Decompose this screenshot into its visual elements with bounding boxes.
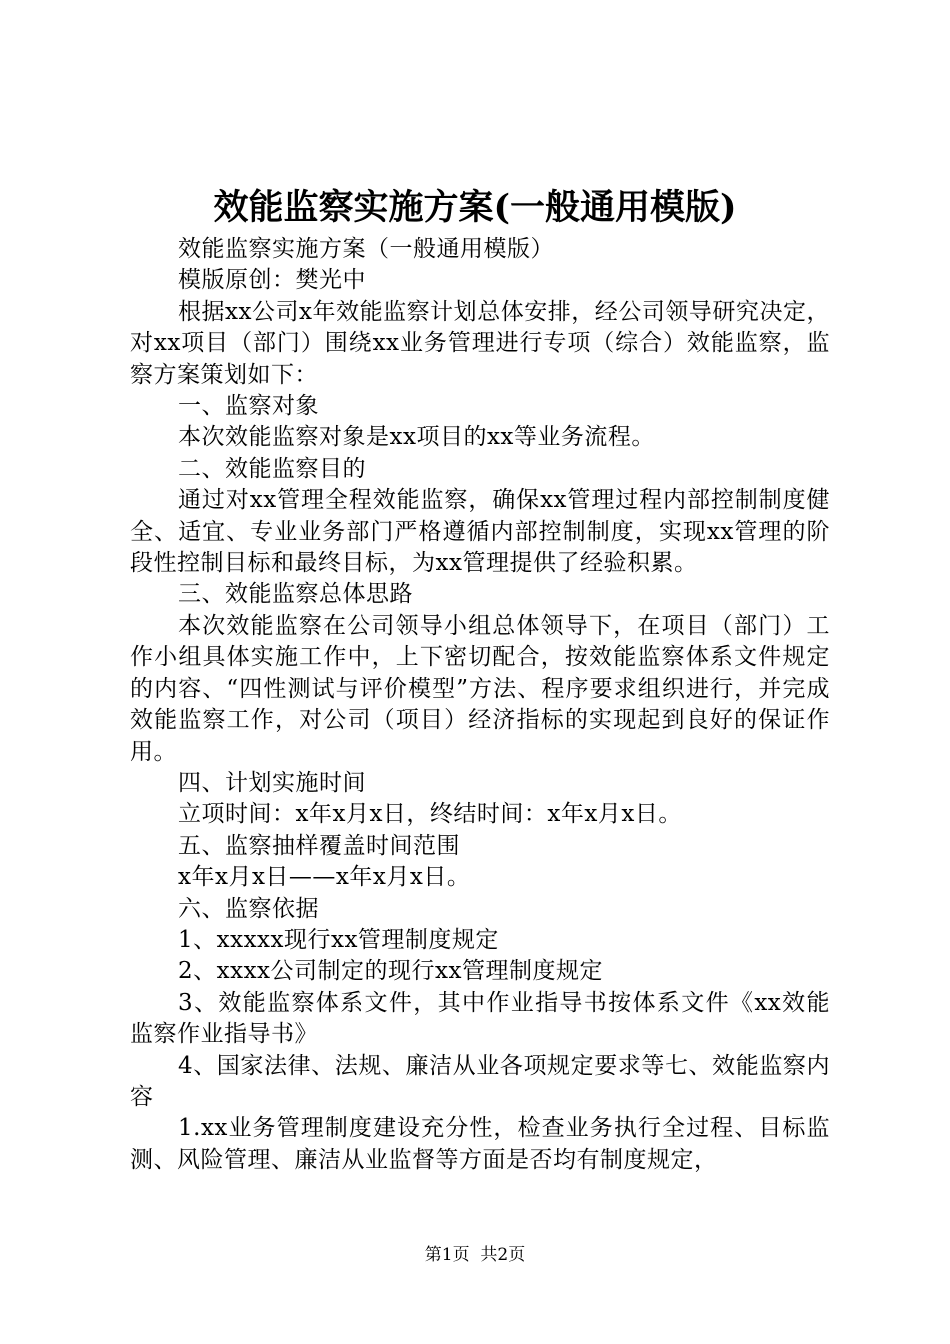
author-paragraph: 模版原创：樊光中 bbox=[178, 267, 366, 294]
section-heading: 三、效能监察总体思路 bbox=[178, 581, 413, 608]
section-heading: 六、监察依据 bbox=[178, 895, 319, 922]
page-footer: 第1页 共2页 bbox=[424, 1245, 526, 1265]
body-paragraph: x年x月x日——x年x月x日。 bbox=[178, 864, 471, 891]
intro-paragraph: 根据xx公司x年效能监察计划总体安排，经公司领导研究决定，对xx项目（部门）围绕xx业务管理进行专项（综合）效能监察，监察方案策划如下： bbox=[130, 298, 830, 388]
list-item: 4、国家法律、法规、廉洁从业各项规定要求等七、效能监察内容 bbox=[130, 1052, 830, 1110]
list-item: 3、效能监察体系文件，其中作业指导书按体系文件《xx效能监察作业指导书》 bbox=[130, 989, 830, 1048]
section-heading: 五、监察抽样覆盖时间范围 bbox=[178, 832, 460, 859]
section-heading: 二、效能监察目的 bbox=[178, 455, 366, 482]
section-heading: 四、计划实施时间 bbox=[178, 769, 366, 796]
list-item: 2、xxxx公司制定的现行xx管理制度规定 bbox=[178, 958, 603, 985]
document-title: 效能监察实施方案(一般通用模版) bbox=[213, 187, 737, 228]
section-heading: 一、监察对象 bbox=[178, 393, 319, 420]
list-item: 1.xx业务管理制度建设充分性，检查业务执行全过程、目标监测、风险管理、廉洁从业监督等方面是否均有制度规定， bbox=[130, 1115, 830, 1173]
list-item: 1、xxxxx现行xx管理制度规定 bbox=[178, 926, 499, 953]
body-paragraph: 通过对xx管理全程效能监察，确保xx管理过程内部控制制度健全、适宜、专业业务部门严格遵循内部控制制度，实现xx管理的阶段性控制目标和最终目标，为xx管理提供了经验积累。 bbox=[130, 487, 830, 577]
body-paragraph: 立项时间：x年x月x日，终结时间：x年x月x日。 bbox=[178, 801, 682, 828]
body-paragraph: 本次效能监察在公司领导小组总体领导下，在项目（部门）工作小组具体实施工作中，上下密切配合，按效能监察体系文件规定的内容、“四性测试与评价模型”方法、程序要求组织进行，并完成效能监察工作，对公司（项目）经济指标的实现起到良好的保证作用。 bbox=[130, 612, 830, 765]
document-body bbox=[130, 234, 830, 1176]
body-paragraph: 本次效能监察对象是xx项目的xx等业务流程。 bbox=[178, 424, 655, 451]
subtitle-paragraph: 效能监察实施方案（一般通用模版） bbox=[178, 236, 554, 262]
